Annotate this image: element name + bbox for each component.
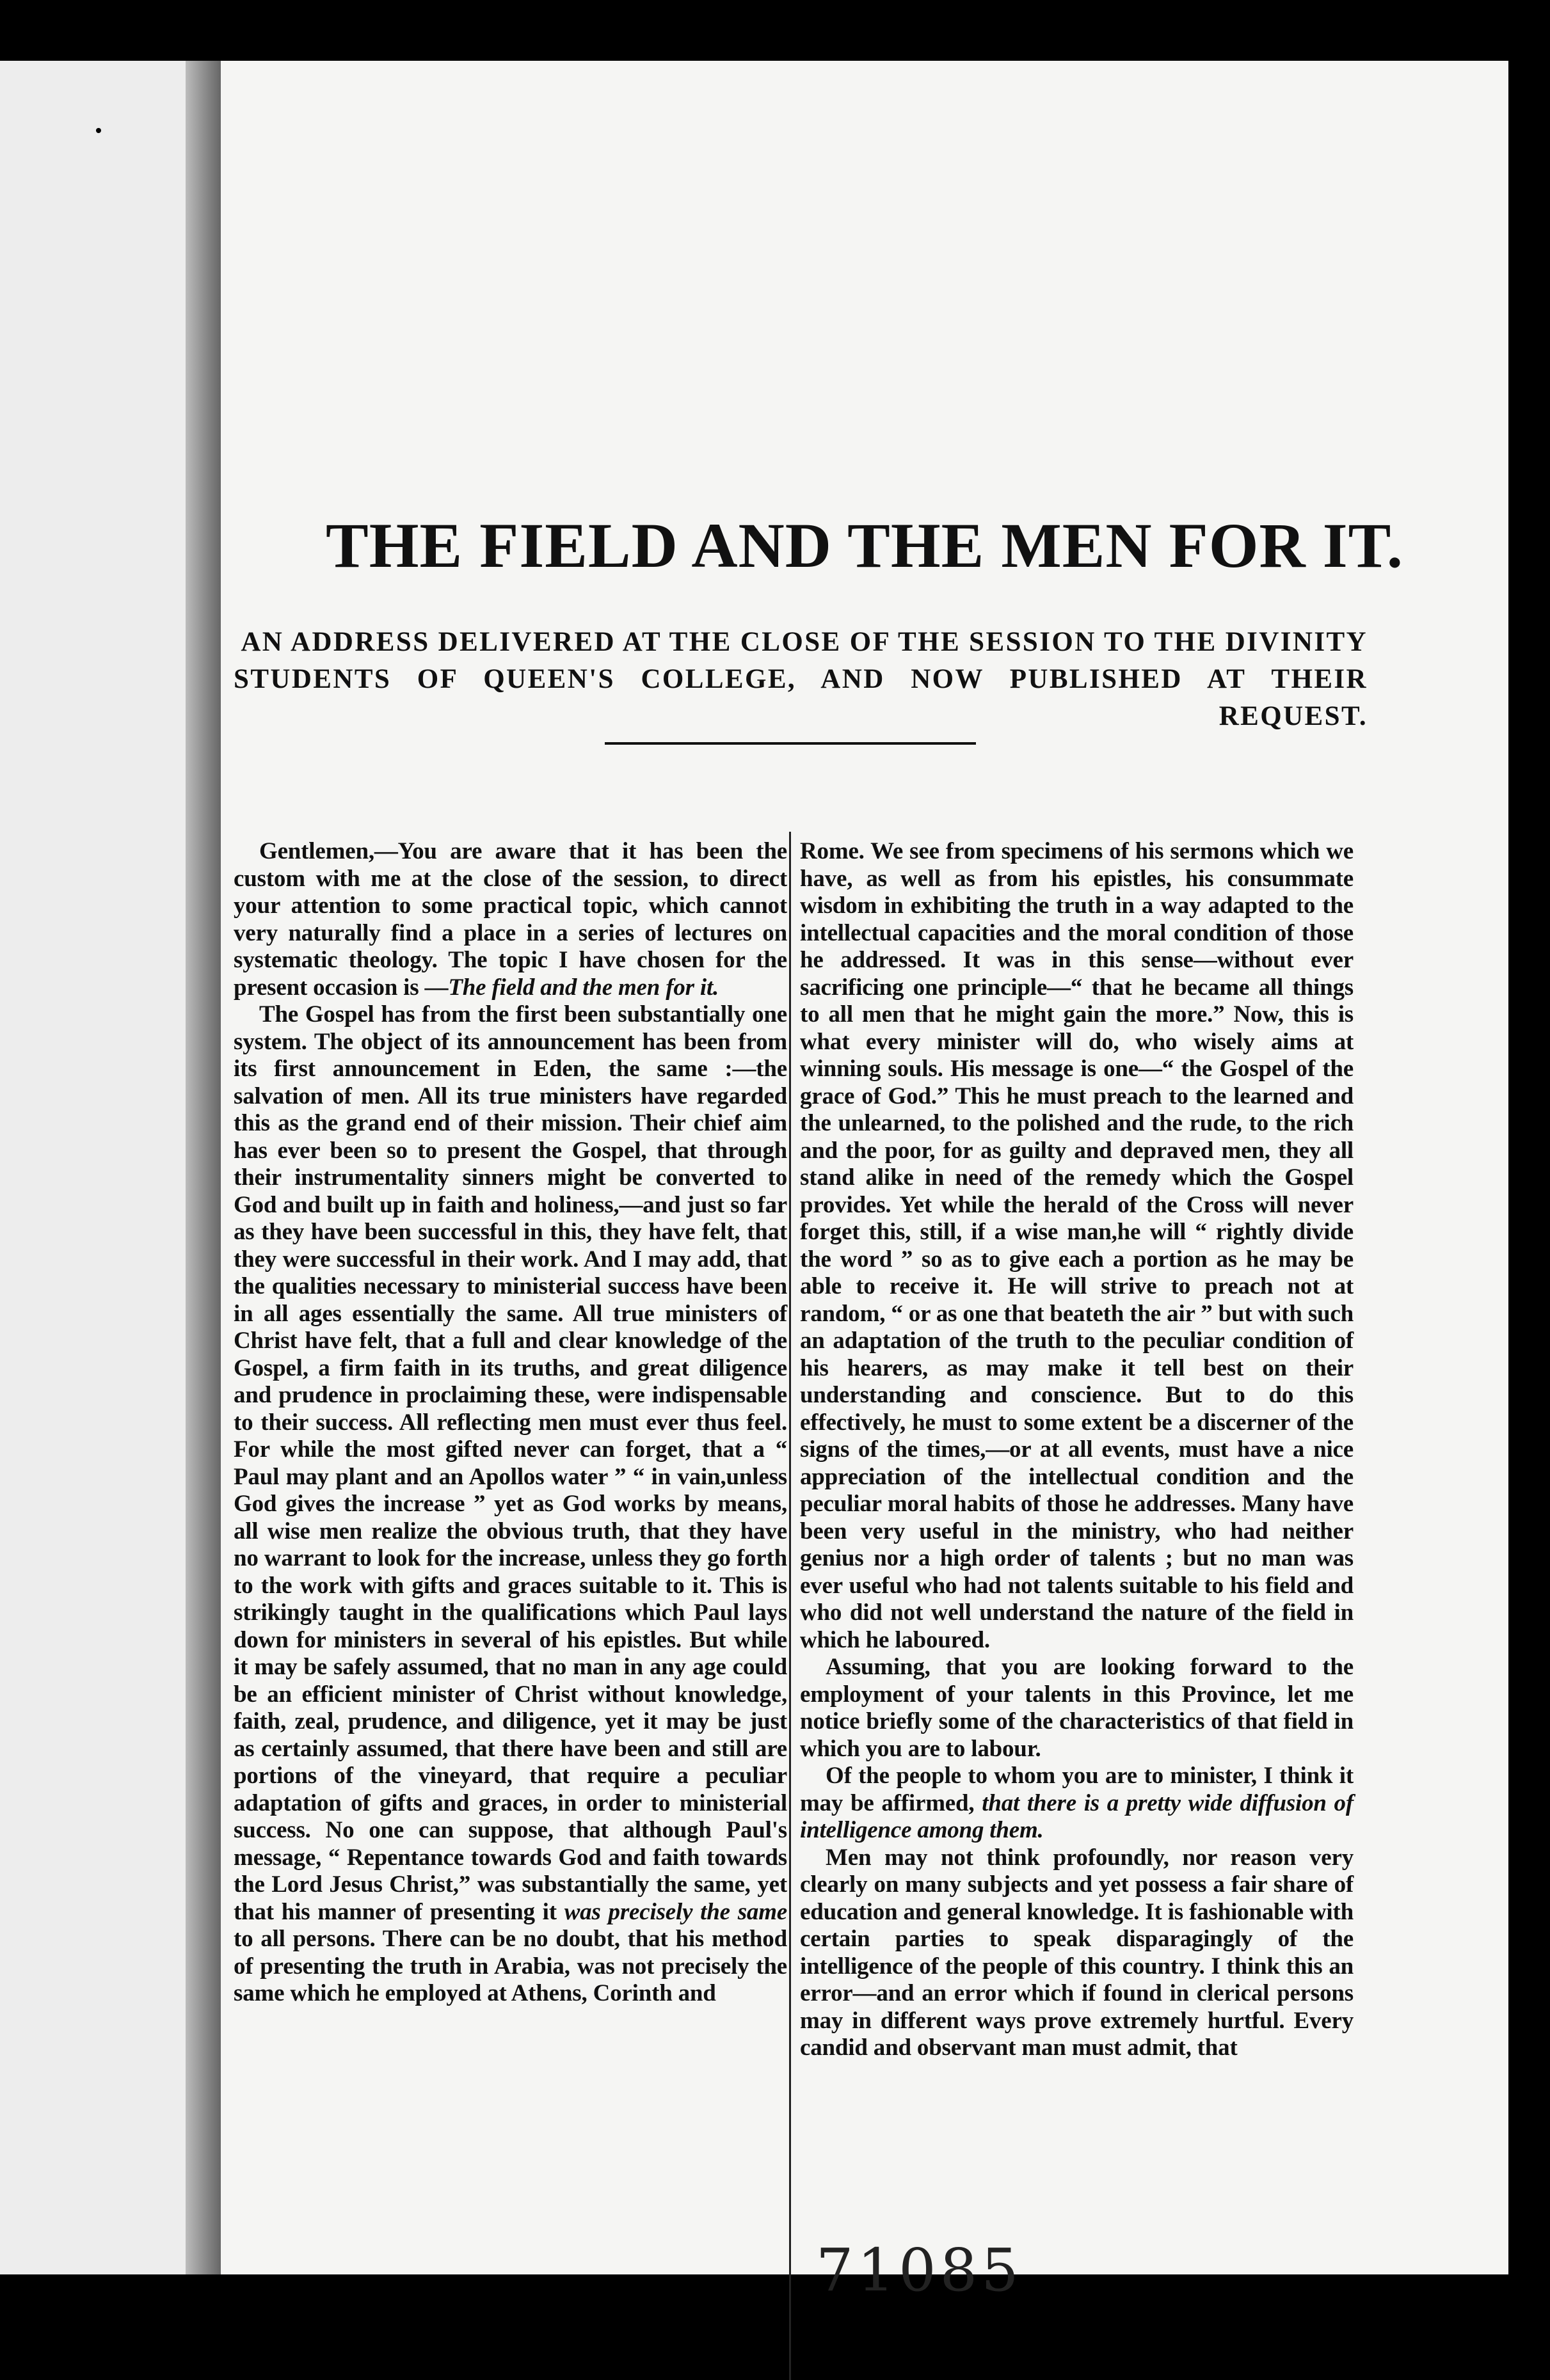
left-p2-tail: to all persons. There can be no doubt, that his method of presenting the truth in Arabia, was not precisely the same which he employed at Athens, Corinth and [234,1926,787,2006]
right-p3-italic: that there is a pretty wide diffusion of intelligence among them. [800,1789,1354,1843]
left-p2-text: The Gospel has from the first been substantially one system. The object of its announcement has been from its first announcement in Eden, the same :—the salvation of men. All its true ministers have regarded this as the grand end of their mission. Their chief aim has ever been so to present the Gospel, that through their instrumentality sinners might be converted to God and built up in faith and holiness,—and just so far as they have been successful in this, they have felt, that they were successful in their work. And I may add, that the qualities necessary to ministerial success have been in all ages essentially the same. All true ministers of Christ have felt, that a full and clear knowledge of the Gospel, a firm faith in its truths, and great diligence and prudence in proclaiming these, were indispensable to their success. All reflecting men must ever thus feel. For while the most gifted never can forget, that a “ Paul may plant and an Apollos water ” “ in vain,unless God gives the increase ” yet as God works by means, all wise men realize the obvious truth, that they have no warrant to look for the increase, unless they go forth to the work with gifts and graces suitable to it. This is strikingly taught in the qualifications which Paul lays down for ministers in several of his epistles. But while it may be safely assumed, that no man in any age could be an efficient minister of Christ without knowledge, faith, zeal, prudence, and diligence, yet it may be just as certainly assumed, that there have been and still are portions of the vineyard, that require a peculiar adaptation of gifts and graces, in order to ministerial success. No one can suppose, that although Paul's message, “ Repentance towards God and faith towards the Lord Jesus Christ,” was substantially the same, yet that his manner of presenting it [234,1001,787,1925]
document-page [221,61,1508,2305]
right-p3-text: Of the people to whom you are to minister, I think it may be affirmed, [800,1763,1354,1816]
subtitle-line-2: STUDENTS OF QUEEN'S COLLEGE, AND NOW PUBLISHED AT THEIR REQUEST. [234,664,1368,731]
right-paragraph-3 [800,1763,1354,1844]
right-paragraph-1: Rome. We see from specimens of his sermons which we have, as well as from his epistles, his consummate wisdom in exhibiting the truth in a way adapted to the intellectual capacities and the moral condition of those he addressed. It was in this sense—without ever sacrificing one principle—“ that he became all things to all men that he might gain the more.” Now, this is what every minister will do, who wisely aims at winning souls. His message is one—“ the Gospel of the grace of God.” This he must preach to the learned and the unlearned, to the polished and the rude, to the rich and the poor, for as guilty and depraved men, they all stand alike in need of the remedy which the Gospel provides. Yet while the herald of the Cross will never forget this, still, if a wise man,he will “ rightly divide the word ” so as to give each a portion as he may be able to receive it. He will strive to preach not at random, “ or as one that beateth the air ” but with such an adaptation of the truth to the peculiar condition of his hearers, as may make it tell best on their understanding and conscience. But to do this effectively, he must to some extent be a discerner of the signs of the times,—or at all events, must have a nice appreciation of the intellectual condition and the peculiar moral habits of those he addresses. Many have been very useful in the ministry, who had neither genius nor a high order of talents ; but no man was ever useful who had not talents suitable to his field and who did not well understand the nature of the field in which he laboured. [800,838,1354,1653]
page-title: THE FIELD AND THE MEN FOR IT. [326,510,1403,581]
page-number-stamp: 71085 [816,2236,1023,2305]
right-paragraph-2: Assuming, that you are looking forward to the employment of your talents in this Province, let me notice briefly some of the characteristics of that field in which you are to labour. [800,1654,1354,1762]
right-paragraph-4: Men may not think profoundly, nor reason very clearly on many subjects and yet possess a fair share of education and general knowledge. It is fashionable with certain parties to speak disparagingly of the intelligence of the people of this country. I think this an error—and an error which if found in clerical persons may in different ways prove extremely hurtful. Every candid and observant man must admit, that [800,1844,1354,2061]
subtitle-line-1: AN ADDRESS DELIVERED AT THE CLOSE OF THE SESSION TO THE DIVINITY [241,627,1368,657]
column-divider [789,832,791,2380]
scan-speck [96,128,101,133]
left-p2-italic: was precisely the same [564,1898,788,1925]
left-paragraph-2 [234,1001,787,2008]
section-rule [605,742,976,745]
left-paragraph-1 [234,838,787,1001]
left-p1-italic: The field and the men for it. [448,974,719,1001]
subtitle [234,624,1368,735]
facing-page [0,61,192,2274]
left-p1-text: Gentlemen,—You are aware that it has been the custom with me at the close of the session, to direct your attention to some practical topic, which cannot very naturally find a place in a series of lectures on systematic theology. The topic I have chosen for the present occasion is — [234,838,787,1001]
right-column [800,838,1354,2062]
left-column [234,838,787,2008]
